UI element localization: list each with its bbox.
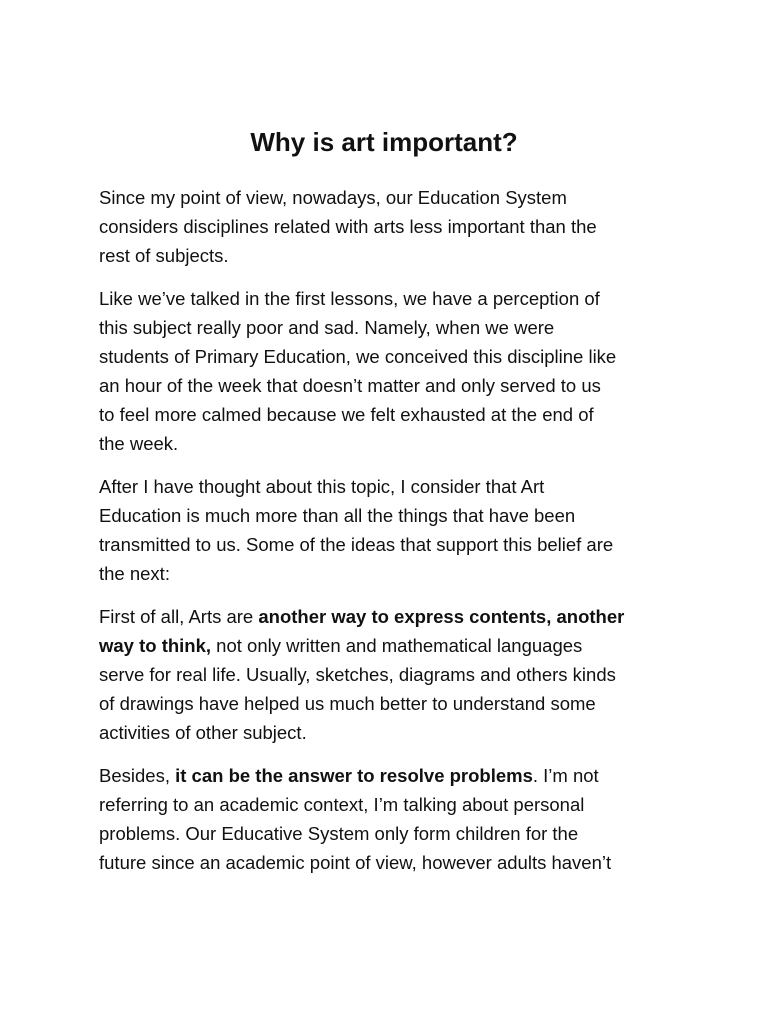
bold-text-run: way to think, [99, 635, 212, 656]
text-run: to feel more calmed because we felt exhausted at the end of [99, 404, 594, 425]
paragraph-line [99, 472, 679, 501]
paragraph-line [99, 241, 679, 270]
text-run: problems. Our Educative System only form children for the [99, 823, 579, 844]
paragraph-line [99, 848, 679, 877]
paragraph-line [99, 212, 679, 241]
text-run: serve for real life. Usually, sketches, diagrams and others kinds [99, 664, 616, 685]
paragraph-line [99, 284, 679, 313]
text-run: Since my point of view, nowadays, our Education System [99, 187, 567, 208]
paragraph-line [99, 660, 679, 689]
paragraph-4 [99, 602, 679, 747]
bold-text-run: another way to express contents, another [258, 606, 625, 627]
paragraph-line [99, 501, 679, 530]
text-run: of drawings have helped us much better to understand some [99, 693, 596, 714]
text-run: transmitted to us. Some of the ideas that support this belief are [99, 534, 614, 555]
text-run: rest of subjects. [99, 245, 229, 266]
paragraph-line [99, 429, 679, 458]
text-run: Education is much more than all the things that have been [99, 505, 576, 526]
text-run: activities of other subject. [99, 722, 307, 743]
bold-text-run: it can be the answer to resolve problems [175, 765, 533, 786]
text-run: First of all, Arts are [99, 606, 259, 627]
text-run: future since an academic point of view, however adults haven’t [99, 852, 612, 873]
text-run: the next: [99, 563, 170, 584]
paragraph-line [99, 313, 679, 342]
text-run: an hour of the week that doesn’t matter and only served to us [99, 375, 601, 396]
paragraph-line [99, 718, 679, 747]
text-run: considers disciplines related with arts less important than the [99, 216, 597, 237]
paragraph-2 [99, 284, 679, 458]
text-run: students of Primary Education, we conceived this discipline like [99, 346, 617, 367]
paragraph-line [99, 371, 679, 400]
paragraph-line [99, 400, 679, 429]
paragraph-3 [99, 472, 679, 588]
paragraph-line [99, 819, 679, 848]
document-title: Why is art important? [250, 127, 518, 157]
paragraph-line [99, 761, 679, 790]
paragraph-1 [99, 183, 679, 270]
text-run: Like we’ve talked in the first lessons, we have a perception of [99, 288, 600, 309]
paragraph-line [99, 183, 679, 212]
text-run: After I have thought about this topic, I consider that Art [99, 476, 545, 497]
paragraph-line [99, 342, 679, 371]
text-run: Besides, [99, 765, 176, 786]
paragraph-line [99, 631, 679, 660]
text-run: referring to an academic context, I’m talking about personal [99, 794, 585, 815]
paragraph-5 [99, 761, 679, 877]
paragraph-line [99, 689, 679, 718]
text-run: not only written and mathematical languages [211, 635, 583, 656]
paragraph-line [99, 530, 679, 559]
paragraph-line [99, 602, 679, 631]
text-run: the week. [99, 433, 179, 454]
document-body [99, 183, 679, 891]
paragraph-line [99, 790, 679, 819]
text-run: this subject really poor and sad. Namely, when we were [99, 317, 555, 338]
text-run: . I’m not [532, 765, 599, 786]
paragraph-line [99, 559, 679, 588]
